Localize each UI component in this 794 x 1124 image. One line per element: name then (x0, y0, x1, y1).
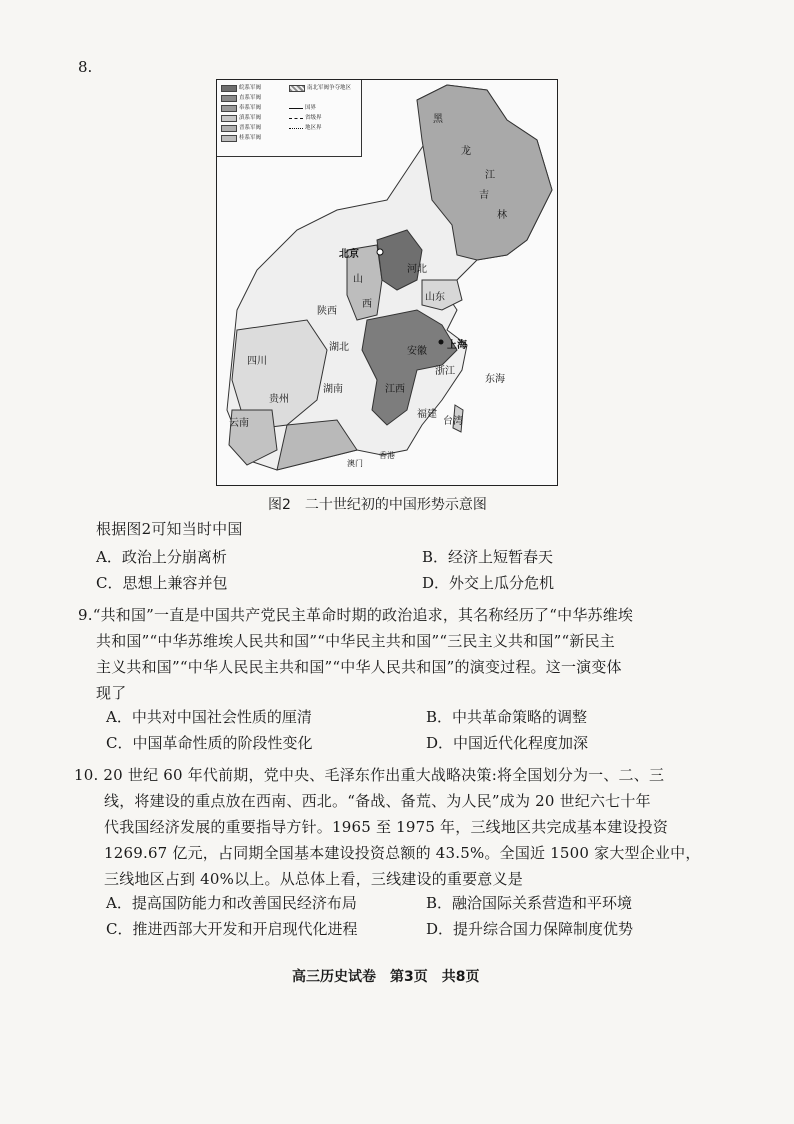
q10-line-4: 1269.67 亿元，占同期全国基本建设投资总额的 43.5%。全国近 1500 家大型企业中， (104, 844, 701, 862)
label-aomen: 澳门 (347, 459, 363, 468)
legend-gui: 桂系军阀 (239, 135, 262, 141)
legend-national: 国界 (305, 105, 317, 111)
label-sichuan: 四川 (247, 356, 267, 367)
legend-swatch-jin (221, 125, 237, 132)
legend-line-regional (289, 128, 303, 129)
q8-option-a[interactable]: A．政治上分崩离析 (96, 548, 227, 566)
legend-line-national (289, 108, 303, 109)
q9-line-4: 现了 (96, 684, 127, 702)
q10-line-1: 10. 20 世纪 60 年代前期，党中央、毛泽东作出重大战略决策:将全国划分为一、二、三 (74, 766, 665, 784)
map-legend (217, 80, 362, 157)
legend-zhi: 直系军阀 (239, 95, 262, 101)
q10-line-3: 代我国经济发展的重要指导方针。1965 至 1975 年，三线地区共完成基本建设投资 (104, 818, 669, 836)
label-lin: 林 (497, 210, 507, 221)
legend-swatch-gui (221, 135, 237, 142)
china-situation-map (216, 79, 558, 486)
label-donghai: 东海 (485, 374, 505, 385)
q10-option-d[interactable]: D．提升综合国力保障制度优势 (426, 920, 634, 938)
label-shandong: 山东 (425, 292, 445, 303)
legend-contested: 南北军阀争夺地区 (307, 85, 352, 91)
label-shan: 山 (353, 274, 363, 285)
q10-option-a[interactable]: A．提高国防能力和改善国民经济布局 (106, 894, 357, 912)
legend-feng: 奉系军阀 (239, 105, 262, 111)
label-xi: 西 (362, 299, 372, 310)
question-8-stem: 根据图2可知当时中国 (96, 520, 243, 538)
q9-line-2: 共和国”“中华苏维埃人民共和国”“中华民主共和国”“三民主义共和国”“新民主 (96, 632, 615, 650)
q9-option-a[interactable]: A．中共对中国社会性质的厘清 (106, 708, 312, 726)
label-hubei: 湖北 (329, 342, 349, 353)
label-jiangxi: 江西 (385, 384, 405, 395)
label-anhui: 安徽 (407, 346, 427, 357)
legend-provincial: 省级界 (305, 115, 322, 121)
q9-line-3: 主义共和国”“中华人民民主共和国”“中华人民共和国”的演变过程。这一演变体 (96, 658, 622, 676)
label-xianggang: 香港 (379, 451, 395, 460)
q9-option-b[interactable]: B．中共革命策略的调整 (426, 708, 588, 726)
label-hunan: 湖南 (323, 384, 343, 395)
q10-line-2: 线，将建设的重点放在西南、西北。“备战、备荒、为人民”成为 20 世纪六七十年 (104, 792, 651, 810)
label-fujian: 福建 (417, 409, 437, 420)
label-shaanxi: 陕西 (317, 306, 337, 317)
legend-jin: 晋系军阀 (239, 125, 262, 131)
q9-option-c[interactable]: C．中国革命性质的阶段性变化 (106, 734, 313, 752)
legend-swatch-contested (289, 85, 305, 92)
label-guizhou: 贵州 (269, 394, 289, 405)
page-footer: 高三历史试卷 第3页 共8页 (292, 969, 480, 985)
label-yunnan: 云南 (229, 418, 249, 429)
label-ji: 吉 (479, 190, 489, 201)
question-8-number: 8. (78, 58, 93, 76)
q9-option-d[interactable]: D．中国近代化程度加深 (426, 734, 589, 752)
legend-dian: 滇系军阀 (239, 115, 262, 121)
label-zhejiang: 浙江 (435, 366, 455, 377)
q10-option-b[interactable]: B．融洽国际关系营造和平环境 (426, 894, 633, 912)
label-hebei: 河北 (407, 264, 427, 275)
q9-line-1: 9.“共和国”一直是中国共产党民主革命时期的政治追求，其名称经历了“中华苏维埃 (78, 606, 634, 624)
legend-swatch-feng (221, 105, 237, 112)
q8-option-d[interactable]: D．外交上瓜分危机 (422, 574, 555, 592)
q8-option-b[interactable]: B．经济上短暂春天 (422, 548, 554, 566)
label-taiwan: 台湾 (443, 416, 463, 427)
label-long: 龙 (461, 146, 471, 157)
q10-line-5: 三线地区占到 40%以上。从总体上看，三线建设的重要意义是 (104, 870, 523, 888)
q8-option-c[interactable]: C．思想上兼容并包 (96, 574, 228, 592)
label-shanghai: 上海 (447, 340, 467, 351)
legend-regional: 地区界 (305, 125, 322, 131)
legend-swatch-dian (221, 115, 237, 122)
q10-option-c[interactable]: C．推进西部大开发和开启现代化进程 (106, 920, 358, 938)
legend-swatch-zhi (221, 95, 237, 102)
legend-swatch-wan (221, 85, 237, 92)
label-jiang: 江 (485, 170, 495, 181)
legend-line-provincial (289, 118, 303, 119)
label-beijing: 北京 (339, 249, 359, 260)
label-hei: 黑 (433, 114, 443, 125)
figure-caption: 图2 二十世纪初的中国形势示意图 (268, 497, 487, 513)
legend-wan: 皖系军阀 (239, 85, 262, 91)
